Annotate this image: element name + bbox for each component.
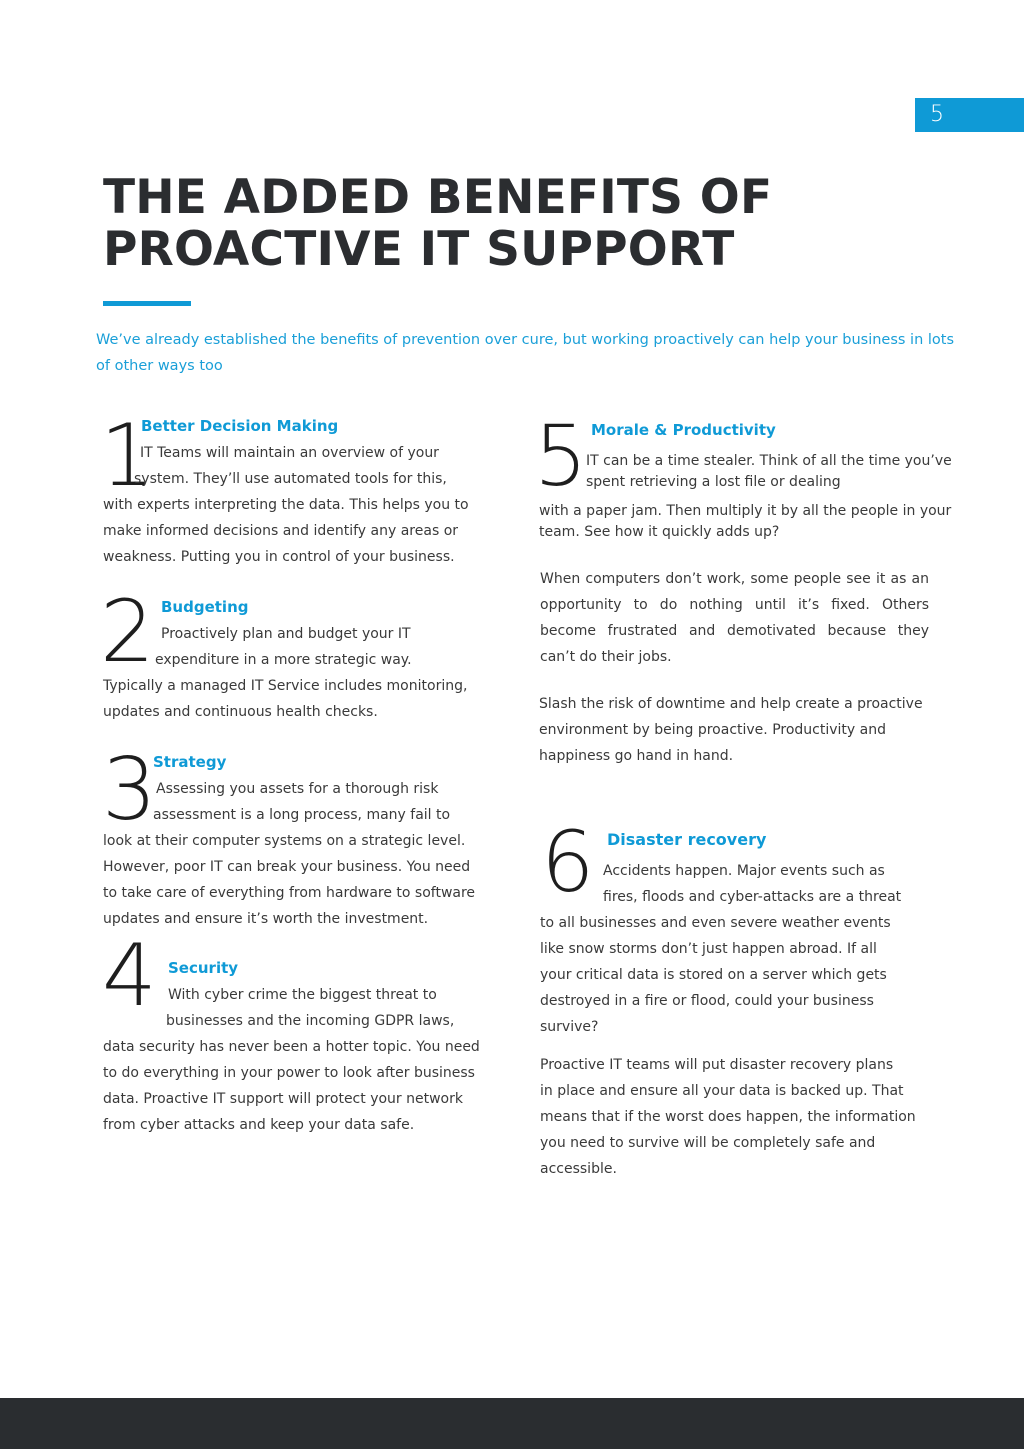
section-4-line-4: to do everything in your power to look after business [103,1065,475,1081]
title-underline [103,301,191,306]
page-title: THE ADDED BENEFITS OF PROACTIVE IT SUPPORT [103,170,773,277]
section-4-line-3: data security has never been a hotter topic. You need [103,1039,480,1055]
section-2-line-3: Typically a managed IT Service includes monitoring, [103,678,468,694]
section-1-number: 1 [100,406,155,506]
footer-bar [0,1398,1024,1449]
section-5-line-1: IT can be a time stealer. Think of all the time you’ve [586,453,952,469]
section-6-paragraph-2-line-5: accessible. [540,1161,617,1177]
section-5-line-4: team. See how it quickly adds up? [539,524,780,540]
section-5-number: 5 [534,407,588,505]
section-3-line-4: However, poor IT can break your business. You need [103,859,471,875]
section-3-line-5: to take care of everything from hardware to software [103,885,476,901]
section-6-line-2: fires, floods and cyber-attacks are a threat [603,889,902,905]
section-6-paragraph-2-line-3: means that if the worst does happen, the information [540,1109,916,1125]
section-5-heading: Morale & Productivity [591,421,776,439]
section-5-paragraph-3-line-3: happiness go hand in hand. [539,748,734,764]
section-6-line-7: survive? [540,1019,599,1035]
section-5-paragraph-2-line-4: can’t do their jobs. [540,649,672,665]
section-3-heading: Strategy [153,753,227,771]
section-1-line-1: IT Teams will maintain an overview of your [140,445,439,461]
section-5-paragraph-2-line-3: become frustrated and demotivated because they [540,623,929,639]
section-6-number: 6 [541,813,595,911]
section-5-paragraph-2-line-2: opportunity to do nothing until it’s fixed. Others [540,597,929,613]
section-6-line-6: destroyed in a fire or flood, could your business [540,993,874,1009]
section-4-heading: Security [168,959,239,977]
section-4-line-6: from cyber attacks and keep your data safe. [103,1117,415,1133]
section-2-line-2: expenditure in a more strategic way. [155,652,412,668]
section-1-line-2: system. They’ll use automated tools for this, [134,471,447,487]
section-4-line-5: data. Proactive IT support will protect your network [103,1091,463,1107]
section-5-paragraph-2-line-1: When computers don’t work, some people see it as an [540,571,929,587]
section-6-heading: Disaster recovery [607,830,767,849]
section-6-paragraph-2-line-1: Proactive IT teams will put disaster recovery plans [540,1057,894,1073]
section-6-line-4: like snow storms don’t just happen abroad. If all [540,941,877,957]
section-4-line-1: With cyber crime the biggest threat to [168,987,437,1003]
intro-text: We’ve already established the benefits of prevention over cure, but working proactively can help your business in lots of other ways too [96,332,955,374]
section-2-line-1: Proactively plan and budget your IT [161,626,411,642]
section-1-line-3: with experts interpreting the data. This helps you to [103,497,469,513]
section-3-line-6: updates and ensure it’s worth the investment. [103,911,429,927]
section-3-line-2: assessment is a long process, many fail to [153,807,451,823]
section-3-line-3: look at their computer systems on a strategic level. [103,833,466,849]
section-3-number: 3 [102,740,157,840]
section-6-line-3: to all businesses and even severe weather events [540,915,891,931]
section-1-line-5: weakness. Putting you in control of your business. [103,549,455,565]
section-1-heading: Better Decision Making [141,417,339,435]
section-6-line-5: your critical data is stored on a server which gets [540,967,887,983]
section-5-line-2: spent retrieving a lost file or dealing [586,474,841,490]
section-6-line-1: Accidents happen. Major events such as [603,863,885,879]
page-number-badge: 5 [915,98,1024,132]
section-6-paragraph-2-line-2: in place and ensure all your data is backed up. That [540,1083,904,1099]
section-2-heading: Budgeting [161,598,249,616]
section-4-number: 4 [102,926,157,1026]
section-5-paragraph-3-line-1: Slash the risk of downtime and help create a proactive [539,696,923,712]
section-1-line-4: make informed decisions and identify any areas or [103,523,459,539]
section-6-paragraph-2-line-4: you need to survive will be completely safe and [540,1135,876,1151]
section-4-line-2: businesses and the incoming GDPR laws, [166,1013,455,1029]
section-2-number: 2 [100,582,155,682]
section-3-line-1: Assessing you assets for a thorough risk [156,781,439,797]
section-5-line-3: with a paper jam. Then multiply it by all the people in your [539,503,952,519]
section-5-paragraph-3-line-2: environment by being proactive. Productivity and [539,722,886,738]
section-2-line-4: updates and continuous health checks. [103,704,378,720]
